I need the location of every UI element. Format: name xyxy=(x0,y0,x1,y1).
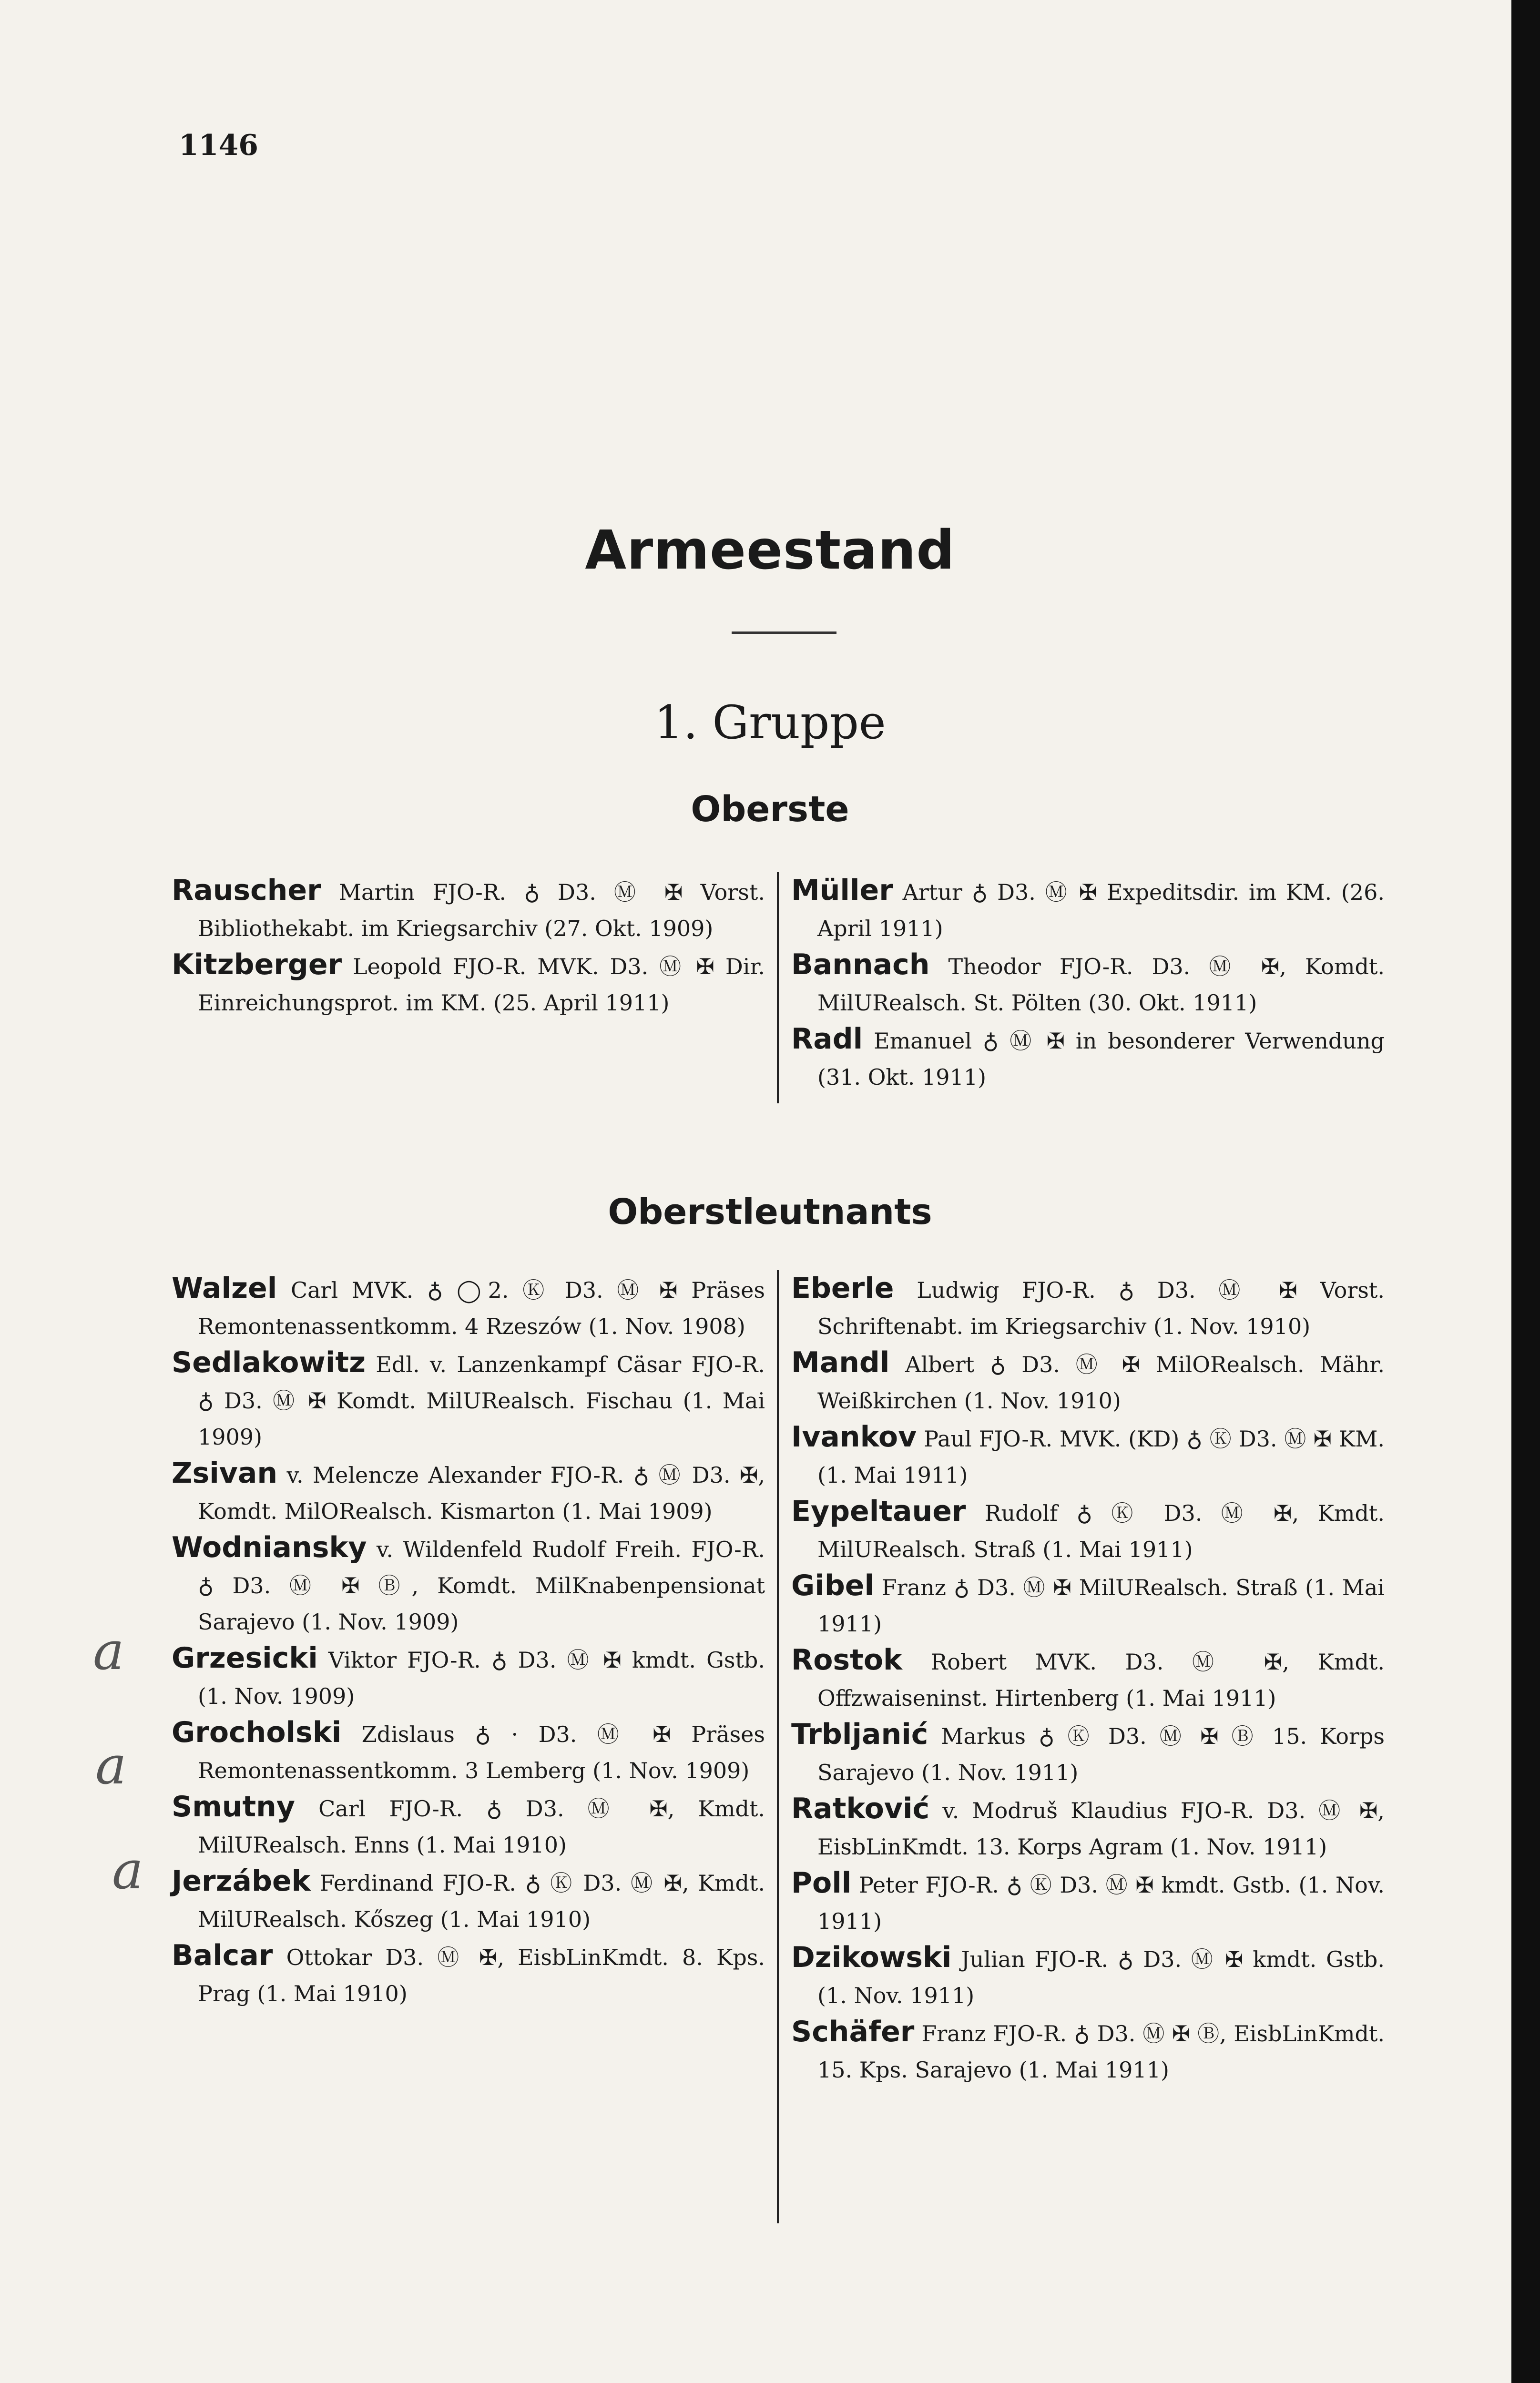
entry-surname: Trbljanić xyxy=(791,1718,928,1751)
section-heading-oberste: Oberste xyxy=(691,789,849,830)
entry-surname: Eberle xyxy=(791,1272,894,1305)
entry-surname: Rauscher xyxy=(172,874,321,907)
oberstleutnants-right-column xyxy=(791,1270,1385,2088)
entry-surname: Dzikowski xyxy=(791,1941,952,1974)
entry-text: v. Wildenfeld Rudolf Freih. FJO-R. ♁ D3. Ⓜ ✠ Ⓑ, Komdt. MilKnabenpensionat Sarajevo (1. Nov. 1909) xyxy=(198,1537,765,1635)
entry-surname: Jerzábek xyxy=(172,1864,311,1898)
entry xyxy=(172,1270,765,1344)
entry-text: Albert ♁ D3. Ⓜ ✠ MilORealsch. Mähr. Weißkirchen (1. Nov. 1910) xyxy=(817,1352,1385,1414)
entry-surname: Mandl xyxy=(791,1346,890,1379)
entry-surname: Grzesicki xyxy=(172,1641,318,1675)
entry-text: Julian FJO-R. ♁ D3. Ⓜ ✠ kmdt. Gstb. (1. Nov. 1911) xyxy=(817,1946,1385,2008)
entry-text: Carl MVK. ♁ ◯2. Ⓚ D3. Ⓜ ✠ Präses Remontenassentkomm. 4 Rzeszów (1. Nov. 1908) xyxy=(198,1277,765,1339)
entry-text: v. Modruš Klaudius FJO-R. D3. Ⓜ ✠, EisbLinKmdt. 13. Korps Agram (1. Nov. 1911) xyxy=(817,1798,1385,1860)
entry xyxy=(172,1344,765,1455)
entry-surname: Eypeltauer xyxy=(791,1495,966,1528)
entry-surname: Kitzberger xyxy=(172,948,342,981)
entry-surname: Grocholski xyxy=(172,1716,342,1749)
entry xyxy=(172,1714,765,1789)
entry-text: Emanuel ♁ Ⓜ ✠ in besonderer Verwendung (31. Okt. 1911) xyxy=(817,1028,1385,1090)
entry-surname: Wodniansky xyxy=(172,1531,367,1564)
entry-surname: Gibel xyxy=(791,1569,875,1602)
entry-text: Ottokar D3. Ⓜ ✠, EisbLinKmdt. 8. Kps. Prag (1. Mai 1910) xyxy=(198,1945,765,2006)
entry xyxy=(172,1789,765,1863)
entry xyxy=(791,1021,1385,1095)
entry xyxy=(791,2014,1385,2088)
entry-text: Paul FJO-R. MVK. (KD) ♁ Ⓚ D3. Ⓜ ✠ KM. (1. Mai 1911) xyxy=(817,1426,1385,1488)
entry xyxy=(172,872,765,947)
entry xyxy=(791,1568,1385,1642)
entry-text: Ludwig FJO-R. ♁ D3. Ⓜ ✠ Vorst. Schriftenabt. im Kriegsarchiv (1. Nov. 1910) xyxy=(817,1277,1385,1339)
entry xyxy=(791,1791,1385,1865)
section-heading-oberstleutnants: Oberstleutnants xyxy=(608,1192,932,1232)
entry-text: Peter FJO-R. ♁ Ⓚ D3. Ⓜ ✠ kmdt. Gstb. (1. Nov. 1911) xyxy=(817,1872,1385,1934)
entry-surname: Zsivan xyxy=(172,1456,278,1490)
entry xyxy=(172,1863,765,1937)
column-divider xyxy=(777,872,779,1103)
group-title: 1. Gruppe xyxy=(654,696,886,749)
entry-text: Leopold FJO-R. MVK. D3. Ⓜ ✠ Dir. Einreichungsprot. im KM. (25. April 1911) xyxy=(198,954,765,1016)
oberste-left-column xyxy=(172,872,765,1021)
entry-text: Markus ♁ Ⓚ D3. Ⓜ ✠ Ⓑ 15. Korps Sarajevo (1. Nov. 1911) xyxy=(817,1723,1385,1785)
entry xyxy=(791,1939,1385,2014)
entry xyxy=(791,872,1385,947)
entry xyxy=(791,1419,1385,1493)
entry-text: Artur ♁ D3. Ⓜ ✠ Expeditsdir. im KM. (26. April 1911) xyxy=(817,879,1385,941)
entry-text: Viktor FJO-R. ♁ D3. Ⓜ ✠ kmdt. Gstb. (1. Nov. 1909) xyxy=(198,1647,765,1709)
entry-surname: Müller xyxy=(791,874,893,907)
entry-surname: Walzel xyxy=(172,1272,277,1305)
entry xyxy=(791,1344,1385,1419)
oberste-right-column xyxy=(791,872,1385,1095)
entry-surname: Smutny xyxy=(172,1790,295,1823)
handwritten-annotation: a xyxy=(112,1840,143,1901)
entry xyxy=(172,1529,765,1640)
entry-surname: Bannach xyxy=(791,948,930,981)
entry-text: Franz ♁ D3. Ⓜ ✠ MilURealsch. Straß (1. Mai 1911) xyxy=(817,1575,1385,1637)
entry-text: Theodor FJO-R. D3. Ⓜ ✠, Komdt. MilURealsch. St. Pölten (30. Okt. 1911) xyxy=(817,954,1385,1016)
entry xyxy=(172,1937,765,2012)
column-divider xyxy=(777,1270,779,2223)
page-number: 1146 xyxy=(179,129,258,162)
entry xyxy=(172,1640,765,1714)
entry-text: Rudolf ♁ Ⓚ D3. Ⓜ ✠, Kmdt. MilURealsch. Straß (1. Mai 1911) xyxy=(817,1500,1385,1562)
entry-surname: Poll xyxy=(791,1866,852,1900)
entry-text: Martin FJO-R. ♁ D3. Ⓜ ✠ Vorst. Bibliothekabt. im Kriegsarchiv (27. Okt. 1909) xyxy=(198,879,765,941)
entry xyxy=(791,1865,1385,1939)
entry xyxy=(791,1493,1385,1568)
entry-surname: Rostok xyxy=(791,1643,902,1677)
entry-text: Robert MVK. D3. Ⓜ ✠, Kmdt. Offzwaiseninst. Hirtenberg (1. Mai 1911) xyxy=(817,1649,1385,1711)
entry-text: Zdislaus ♁ · D3. Ⓜ ✠ Präses Remontenassentkomm. 3 Lemberg (1. Nov. 1909) xyxy=(198,1721,765,1783)
entry xyxy=(172,1455,765,1529)
entry-surname: Balcar xyxy=(172,1939,273,1972)
entry xyxy=(791,1716,1385,1791)
entry-text: Edl. v. Lanzenkampf Cäsar FJO-R. ♁ D3. Ⓜ ✠ Komdt. MilURealsch. Fischau (1. Mai 1909) xyxy=(198,1352,765,1450)
entry-surname: Ratković xyxy=(791,1792,930,1825)
entry-text: Ferdinand FJO-R. ♁ Ⓚ D3. Ⓜ ✠, Kmdt. MilURealsch. Kőszeg (1. Mai 1910) xyxy=(198,1870,765,1932)
entry-text: Franz FJO-R. ♁ D3. Ⓜ ✠ Ⓑ, EisbLinKmdt. 15. Kps. Sarajevo (1. Mai 1911) xyxy=(817,2021,1385,2083)
entry-surname: Radl xyxy=(791,1022,863,1056)
oberstleutnants-left-column xyxy=(172,1270,765,2012)
main-title: Armeestand xyxy=(585,519,955,581)
handwritten-annotation: a xyxy=(93,1620,124,1681)
entry xyxy=(791,1270,1385,1344)
entry-surname: Sedlakowitz xyxy=(172,1346,366,1379)
entry-text: v. Melencze Alexander FJO-R. ♁ Ⓜ D3. ✠, Komdt. MilORealsch. Kismarton (1. Mai 1909) xyxy=(198,1462,765,1524)
entry xyxy=(791,947,1385,1021)
entry-surname: Schäfer xyxy=(791,2015,915,2048)
entry-surname: Ivankov xyxy=(791,1420,917,1454)
title-rule xyxy=(732,631,836,634)
entry-text: Carl FJO-R. ♁ D3. Ⓜ ✠, Kmdt. MilURealsch. Enns (1. Mai 1910) xyxy=(198,1796,765,1858)
handwritten-annotation: a xyxy=(95,1735,127,1796)
entry xyxy=(791,1642,1385,1716)
entry xyxy=(172,947,765,1021)
